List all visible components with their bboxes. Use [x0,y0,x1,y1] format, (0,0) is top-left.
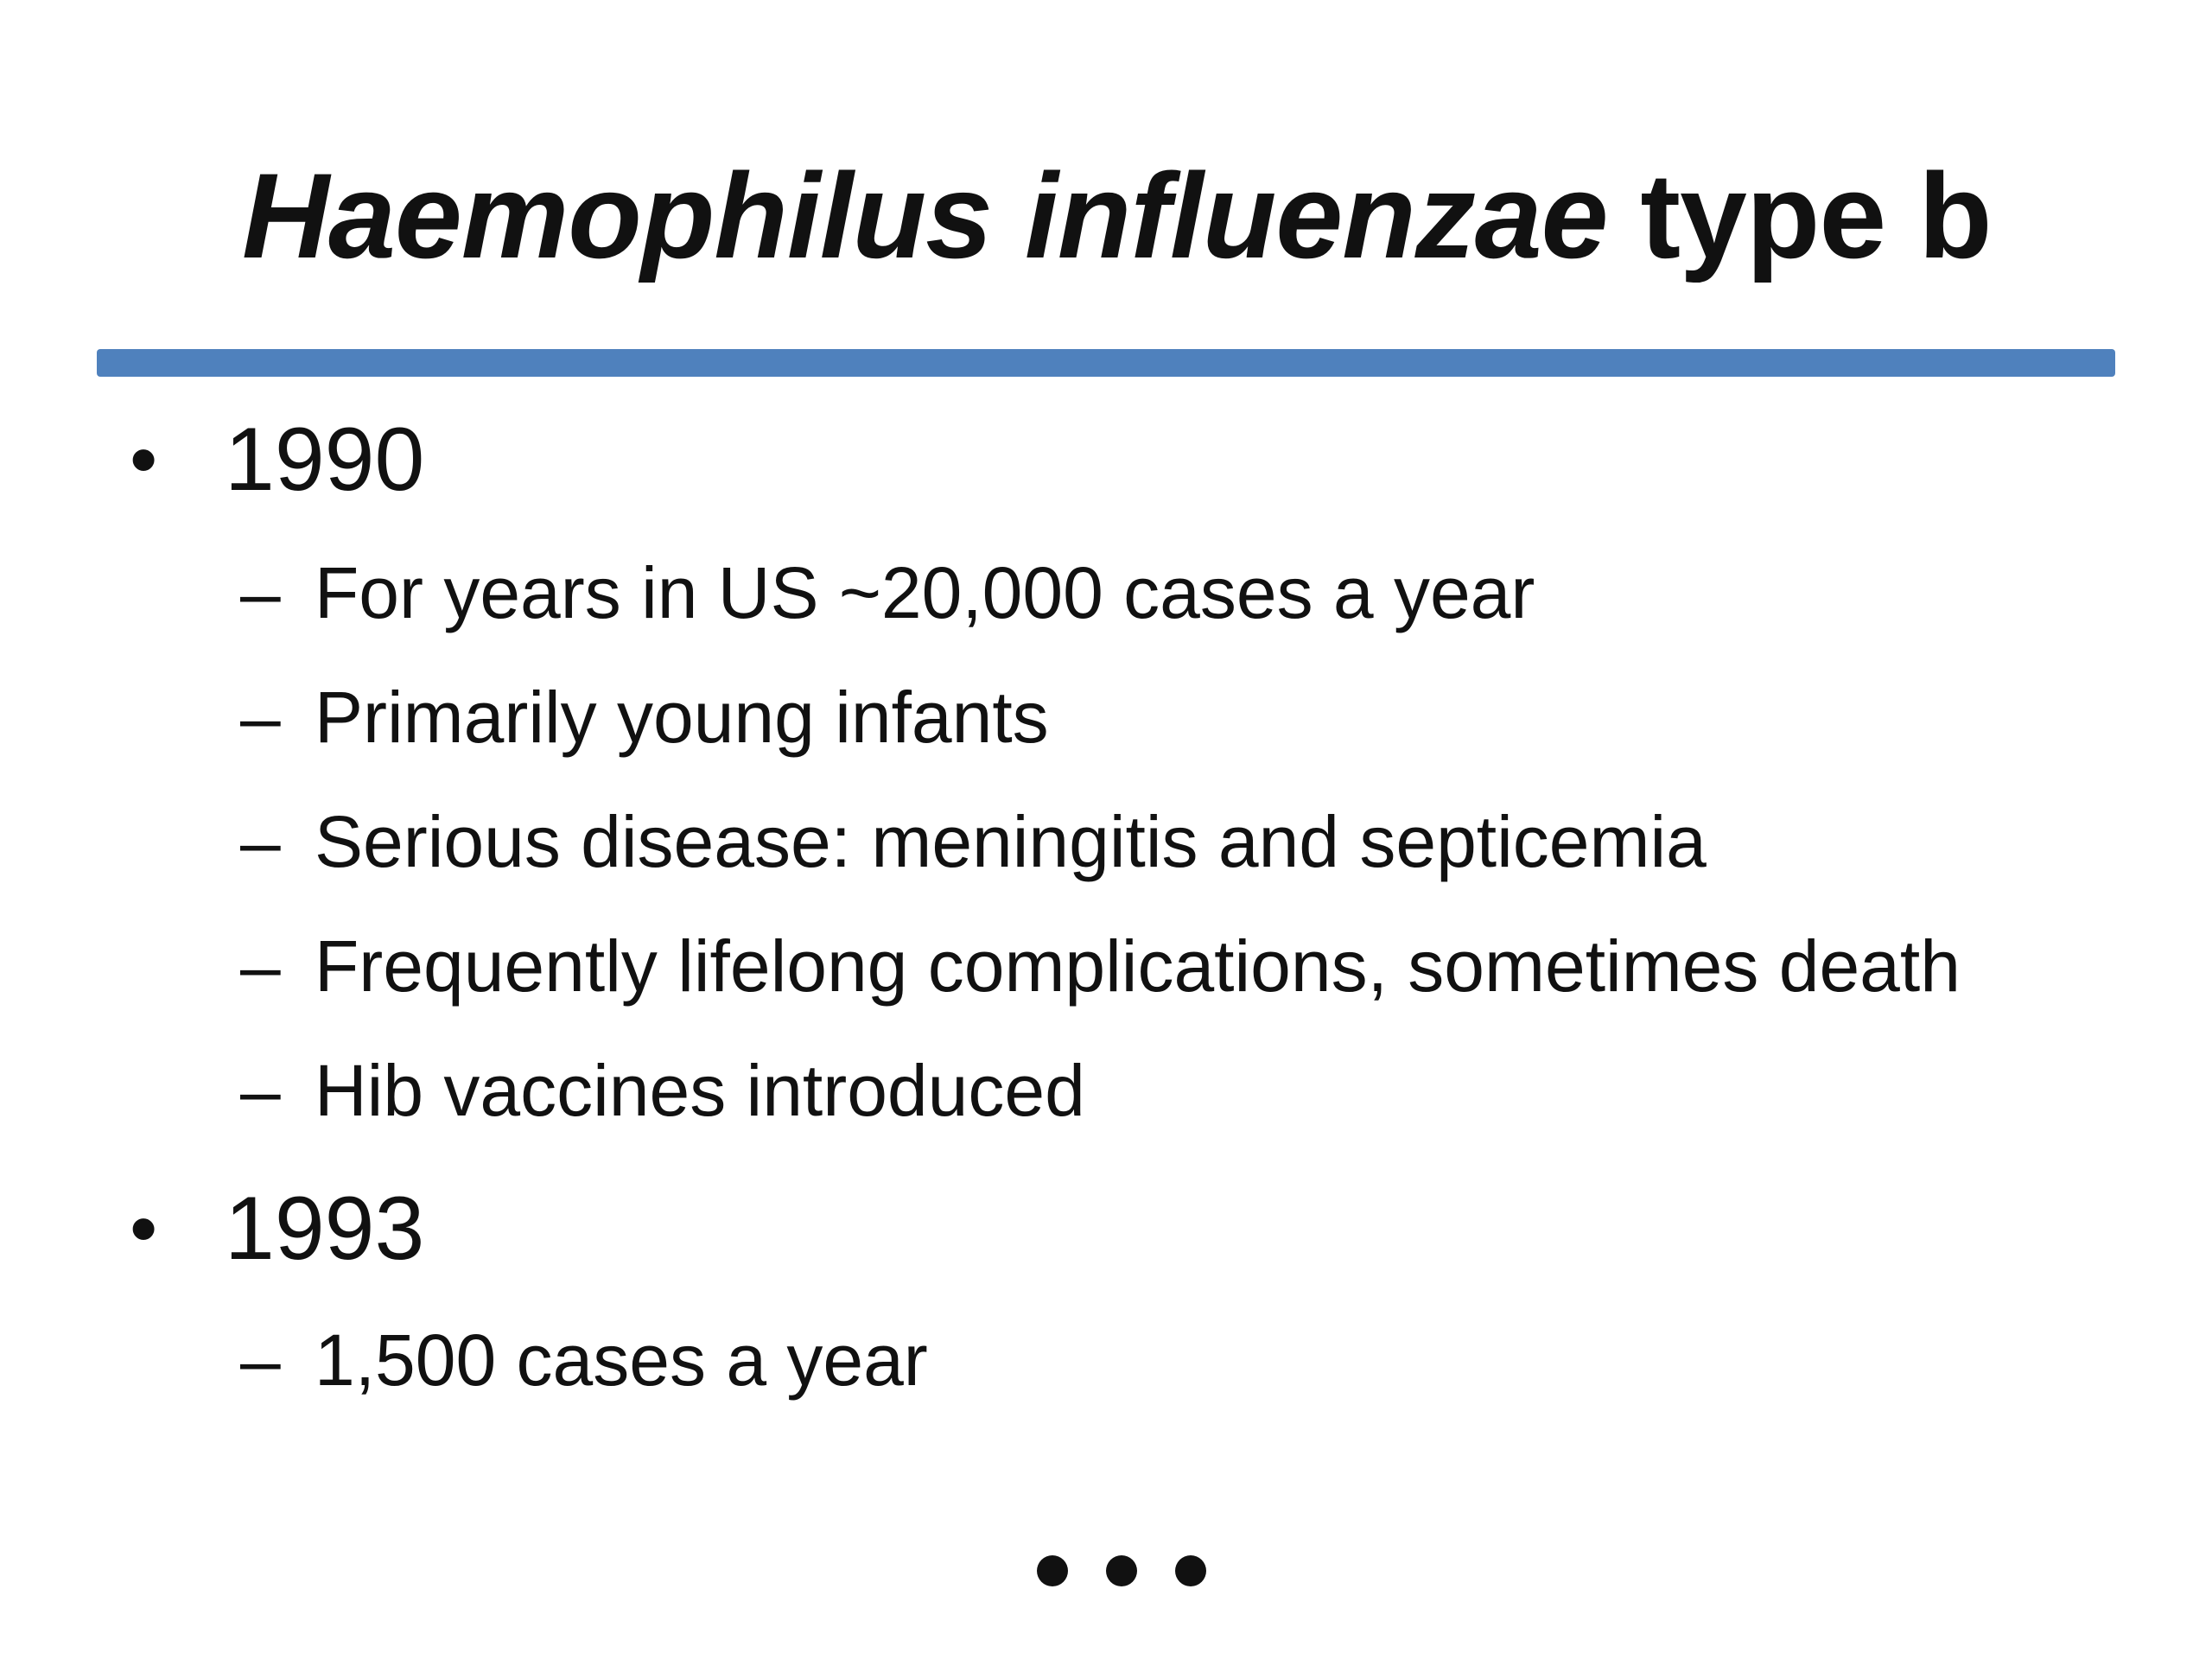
sub-bullet-item [240,1039,1085,1142]
sub-bullet-text: For years in US ~20,000 cases a year [315,552,1535,633]
ellipsis-dot [1106,1555,1137,1586]
title-divider [97,349,2115,377]
bullet-marker: • [130,416,158,504]
slide-title [242,130,2056,302]
sub-bullet-text: Frequently lifelong complications, sometimes death [315,925,1961,1007]
slide-title-regular: type b [1607,148,1992,283]
slide-title-italic: Haemophilus influenzae [242,148,1608,283]
continuation-ellipsis [1037,1555,1206,1586]
sub-bullet-text: 1,500 cases a year [315,1319,928,1401]
sub-bullet-text: Serious disease: meningitis and septicemia [315,801,1707,882]
bullet-item [130,399,424,520]
bullet-item [130,1168,424,1289]
sub-bullet-item [240,1308,928,1412]
bullet-text: 1993 [225,1179,425,1279]
sub-bullet-item [240,790,1707,893]
ellipsis-dot [1037,1555,1068,1586]
bullet-text: 1990 [225,410,425,510]
sub-bullet-item [240,665,1049,769]
sub-bullet-marker: – [240,1050,281,1131]
sub-bullet-text: Primarily young infants [315,677,1049,758]
sub-bullet-text: Hib vaccines introduced [315,1050,1085,1131]
sub-bullet-item [240,541,1535,645]
sub-bullet-marker: – [240,925,281,1007]
sub-bullet-marker: – [240,677,281,758]
sub-bullet-marker: – [240,801,281,882]
bullet-marker: • [130,1185,158,1273]
sub-bullet-marker: – [240,1319,281,1401]
sub-bullet-item [240,914,1961,1018]
sub-bullet-marker: – [240,552,281,633]
ellipsis-dot [1175,1555,1206,1586]
